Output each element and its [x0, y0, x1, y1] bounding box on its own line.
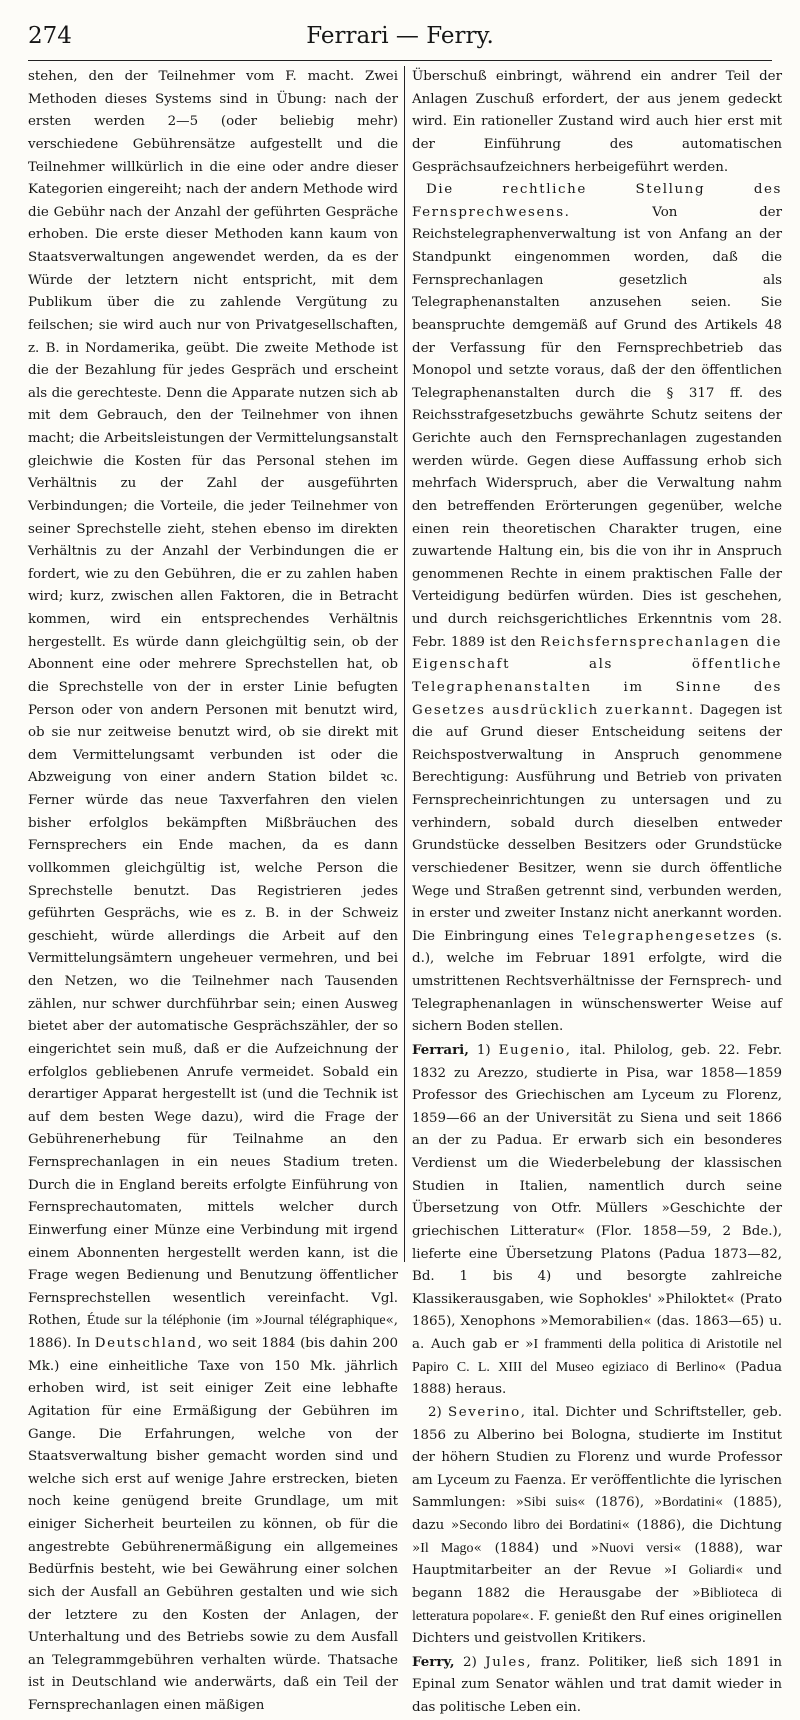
entry-ferrari-eugenio — [412, 1039, 782, 1402]
foreign-title: Nuovi versi — [599, 1540, 674, 1556]
running-title: Ferrari — Ferry. — [306, 23, 494, 49]
text-run: «. F. genießt den Ruf eines originellen Dichters und geistvollen Kritikers. — [412, 1608, 783, 1647]
foreign-title: Étude sur la téléphonie — [86, 1313, 221, 1329]
page-number: 274 — [28, 23, 72, 49]
entry-ferry-jules — [412, 1651, 782, 1720]
foreign-title: Il Mago — [420, 1540, 474, 1556]
text-run: Dagegen ist die auf Grund dieser Entscheidung seitens der Reichspostverwaltung in Anspruch genommene Berechtigung: Ausführung und Betrieb von privaten Fernsprecheinrichtungen zu untersagen und zu verhindern, sobald durch dieselben entweder Grundstücke desselben Besitzers oder Grundstücke verschiedener Besitzer, wenn sie durch öffentliche Wege und Straßen getrennt sind, verbunden werden, in erster und zweiter Instanz nicht anerkannt worden. Die Einbringung eines — [412, 702, 782, 944]
text-run: «, 1886). In — [28, 1313, 399, 1351]
spaced-term: Telegraphengesetzes — [582, 928, 757, 944]
text-run: wo seit 1884 (bis dahin 200 Mk.) eine einheitliche Taxe von 150 Mk. jährlich erhoben wird, ist seit einiger Zeit eine lebhafte Agitation für eine Ermäßigung der Gebühren im Gange. Die Erfahrungen, welche von der Staatsverwaltung bisher gemacht worden sind und welche sich erst auf wenige Jahre erstrecken, bieten noch keine genügend breite Grundlage, um mit einiger Sicherheit beurteilen zu können, ob für die angestrebte Gebührenermäßigung ein allgemeines Bedürfnis besteht, wie bei Gewährung einer solchen sich der Ausfall an Gebühren gestalten und wie sich der letztere zu den Kosten der Anlagen, der Unterhaltung und des Betriebs sowie zu dem Ausfall an Telegrammgebühren verhalten würde. Thatsache ist in Deutschland wie anderwärts, daß ein Teil der Fernsprechanlagen einen mäßigen — [28, 1336, 398, 1713]
foreign-title: Journal télégraphique — [262, 1313, 386, 1329]
entry-number: 1) — [476, 1042, 491, 1058]
spaced-term: Reichsfernsprechanlagen die Eigenschaft als öffentliche Telegraphenanstalten im Sinne des Gesetzes ausdrücklich zuerkannt. — [412, 634, 782, 718]
paragraph-telephone-fees — [28, 66, 398, 1718]
foreign-title: Sibi suis — [523, 1495, 578, 1511]
paragraph-legal-status — [412, 179, 782, 1039]
entry-headword: Ferry, — [412, 1653, 455, 1670]
section-heading: Die rechtliche Stellung des Fernsprechwesens. — [412, 182, 782, 220]
text-run: « (1884) und » — [473, 1540, 599, 1556]
page-header — [28, 18, 772, 54]
entry-ferrari-severino — [412, 1402, 782, 1651]
paragraph-continuation: Überschuß einbringt, während ein andrer Teil der Anlagen Zuschuß erfordert, der aus jenem gedeckt wird. Ein rationeller Zustand wird auch hier erst mit der Einführung des automatischen Gesprächsaufzeichners herbeigeführt werden. — [412, 69, 782, 175]
entry-number: 2) — [463, 1654, 477, 1670]
text-run: Von der Reichstelegraphenverwaltung ist von Anfang an der Standpunkt eingenommen worden, daß die Fernsprechanlagen gesetzlich als Telegraphenanstalten anzusehen seien. Sie beanspruchte demgemäß auf Grund des Artikels 48 der Verfassung für den Fernsprechbetrieb das Monopol und setzte voraus, daß der den öffentlichen Telegraphenanstalten durch die § 317 ff. des Reichsstrafgesetzbuchs gewährte Schutz seitens der Gerichte auch den Fernsprechanlagen zugestanden werden würde. Gegen diese Auffassung erhob sich mehrfach Widerspruch, aber die Verwaltung nahm den betreffenden Erörterungen gegenüber, welche einen rein theoretischen Charakter trugen, eine zuwartende Haltung ein, bis die von ihr in Anspruch genommenen Rechte in einem praktischen Falle der Verteidigung bedürfen würden. Dies ist geschehen, und durch reichsgerichtliches Erkenntnis vom 28. Febr. 1889 ist den — [412, 204, 782, 650]
foreign-title: I frammenti della politica di Aristotile nel Papiro C. L. XIII del Museo egiziaco di Berlino — [412, 1337, 782, 1375]
text-run: « (1885), dazu » — [412, 1495, 782, 1533]
foreign-title: Bordatini — [662, 1495, 716, 1511]
text-run: « (Padua 1888) heraus. — [412, 1359, 782, 1398]
text-run: (s. d.), welche im Februar 1891 erfolgte, wird die umstrittenen Rechtsverhältnisse der Fernsprech- und Telegraphenanlagen in wünschenswerter Weise auf sichern Boden stellen. — [412, 928, 782, 1035]
text-run: franz. Politiker, ließ sich 1891 in Epinal zum Senator wählen und trat damit wieder in das politische Leben ein. — [412, 1654, 782, 1715]
foreign-title: Secondo libro dei Bordatini — [459, 1518, 622, 1533]
left-column — [28, 66, 399, 1713]
text-run: « (1888), war Hauptmitarbeiter an der Revue » — [412, 1540, 782, 1579]
entry-headword: Ferrari, — [412, 1041, 469, 1058]
right-column — [412, 66, 783, 1715]
text-run: « und begann 1882 die Herausgabe der » — [412, 1563, 782, 1601]
foreign-title: I Goliardi — [672, 1563, 736, 1579]
text-run: ital. Philolog, geb. 22. Febr. 1832 zu Arezzo, studierte in Pisa, war 1858—1859 Professor des Griechischen am Lyceum zu Florenz, 1859—66 an der Universität zu Siena und seit 1866 an der zu Padua. Er erwarb sich ein besonderes Verdienst um die Wiederbelebung der klassischen Studien in Italien, namentlich durch seine Übersetzung von Otfr. Müllers »Geschichte der griechischen Litteratur« (Flor. 1858—59, 2 Bde.), lieferte eine Übersetzung Platons (Padua 1873—82, Bd. 1 bis 4) und besorgte zahlreiche Klassikerausgaben, wie Sophokles' »Philoktet« (Prato 1865), Xenophons »Memorabilien« (das. 1863—65) u. a. Auch gab er » — [412, 1042, 782, 1352]
text-run: (im » — [226, 1313, 263, 1329]
text-run: « (1886), die Dichtung » — [412, 1518, 782, 1556]
entry-number: 2) — [428, 1404, 442, 1420]
entry-given-name: Eugenio, — [498, 1042, 572, 1058]
entry-given-name: Severino, — [447, 1404, 527, 1420]
text-run: stehen, den der Teilnehmer vom F. macht. Zwei Methoden dieses Systems sind in Übung: nach der ersten werden 2—5 (oder beliebig mehr) verschiedene Gebührensätze aufgestellt und die Teilnehmer willkürlich in die eine oder andre dieser Kategorien eingereiht; nach der andern Methode wird die Gebühr nach der Anzahl der geführten Gespräche erhoben. Die erste dieser Methoden kann kaum von Staatsverwaltungen angewendet werden, da es der Würde der letztern nicht entspricht, mit dem Publikum über die zu zahlende Vergütung zu feilschen; sie wird auch nur von Privatgesellschaften, z. B. in Nordamerika, geübt. Die zweite Methode ist die der Bezahlung für jedes Gespräch und erscheint als die gerechteste. Denn die Apparate nutzen sich ab mit dem Gebrauch, den der Teilnehmer von ihnen macht; die Arbeitsleistungen der Vermittelungsanstalt gleichwie die Kosten für das Personal stehen im Verhältnis zu der Zahl der ausgeführten Verbindungen; die Vorteile, die jeder Teilnehmer von seiner Sprechstelle zieht, stehen ebenso im direkten Verhältnis zu der Anzahl der Verbindungen die er fordert, wie zu den Gebühren, die er zu zahlen haben wird; kurz, zwischen allen Faktoren, die in Betracht kommen, wird ein entsprechendes Verhältnis hergestellt. Es würde dann gleichgültig sein, ob der Abonnent eine oder mehrere Sprechstellen hat, ob die Sprechstelle von der in erster Linie befugten Person oder von andern Personen mit benutzt wird, ob sie nur zeitweise benutzt wird, ob sie direkt mit dem Vermittelungsamt verbunden ist oder die Abzweigung von einer andern Station bildet ꝛc. Ferner würde das neue Taxverfahren den vielen bisher erfolglos bekämpften Mißbräuchen des Fernsprechers ein Ende machen, da es dann vollkommen gleichgültig ist, welche Person die Sprechstelle benutzt. Das Registrieren jedes geführten Gesprächs, wie es z. B. in der Schweiz geschieht, würde allerdings die Arbeit auf den Vermittelungsämtern ungeheuer vermehren, und bei den Netzen, wo die Teilnehmer nach Tausenden zählen, nur schwer durchführbar sein; einen Ausweg bietet aber der automatische Gesprächszähler, der so eingerichtet sein muß, daß er die Aufzeichnung der erfolglos gebliebenen Anrufe vermeidet. Sobald ein derartiger Apparat hergestellt ist (und die Technik ist auf dem besten Wege dazu), wird die Frage der Gebührenerhebung für Teilnahme an den Fernsprechanlagen in ein neues Stadium treten. Durch die in England bereits erfolgte Einführung von Fernsprechautomaten, mittels welcher durch Einwerfung einer Münze eine Verbindung mit irgend einem Abonnenten hergestellt werden kann, ist die Frage wegen Bedienung und Benutzung öffentlicher Fernsprechstellen wesentlich vereinfacht. Vgl. Rothen, — [28, 69, 398, 1329]
spaced-term: Deutschland, — [94, 1336, 204, 1351]
text-run: ital. Dichter und Schriftsteller, geb. 1856 zu Alberino bei Bologna, studierte im Institut der höhern Studien zu Florenz und wurde Professor am Lyceum zu Faenza. Er veröffentlichte die lyrischen Sammlungen: » — [412, 1404, 782, 1511]
entry-given-name: Jules, — [485, 1654, 533, 1670]
column-divider — [404, 66, 405, 1262]
foreign-title: Biblioteca di letteratura popolare — [412, 1585, 782, 1624]
header-rule — [28, 60, 772, 61]
text-run: « (1876), » — [577, 1495, 663, 1511]
